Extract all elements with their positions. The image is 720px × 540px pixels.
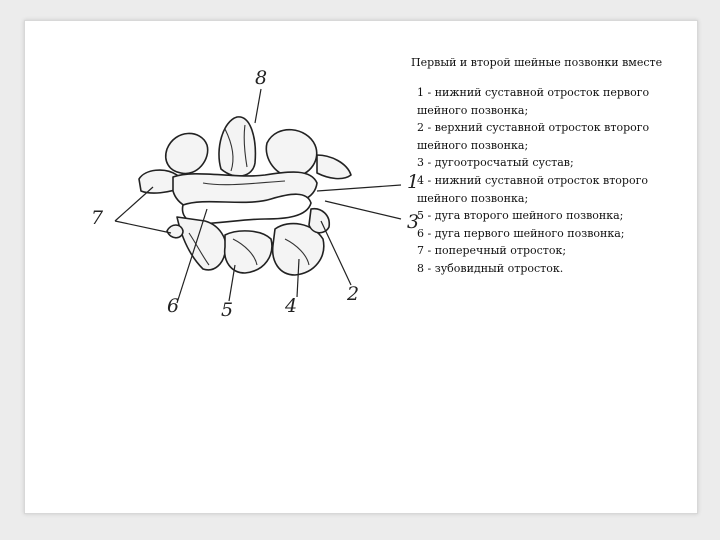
atlas-right-lobe	[266, 130, 316, 177]
legend-item-6: 6 - дуга первого шейного позвонка;	[417, 226, 625, 240]
legend-item-5: 5 - дуга второго шейного позвонка;	[417, 209, 624, 223]
legend-item-4: 4 - нижний суставной отросток второго шейного позвонка;	[417, 173, 648, 205]
axis-superior-articular	[309, 209, 329, 233]
label-2: 2	[347, 283, 360, 305]
dens-shape	[219, 117, 255, 176]
legend-list	[417, 84, 697, 278]
axis-arch	[225, 231, 272, 273]
right-transverse-process	[317, 155, 351, 179]
label-5: 5	[221, 299, 234, 321]
label-7: 7	[91, 207, 104, 229]
label-6: 6	[167, 295, 180, 317]
figure-title: Первый и второй шейные позвонки вместе	[411, 56, 663, 69]
vertebrae-illustration	[85, 59, 425, 329]
label-1: 1	[407, 171, 420, 193]
legend-item-2: 2 - верхний суставной отросток второго шейного позвонка;	[417, 121, 650, 152]
legend-item-1: 1 - нижний суставной отросток первого шейного позвонка;	[417, 86, 650, 117]
label-8: 8	[255, 67, 268, 89]
transverse-tip	[167, 225, 183, 238]
legend-item-7: 7 - поперечный отросток;	[417, 244, 567, 258]
label-3: 3	[407, 211, 420, 233]
label-4: 4	[285, 295, 298, 317]
slide	[24, 20, 698, 514]
legend-item-8: 8 - зубовидный отросток.	[417, 261, 564, 275]
atlas-left-lobe	[166, 133, 208, 173]
legend-item-3: 3 - дугоотросчатый сустав;	[417, 156, 574, 170]
vertebrae-drawing	[85, 59, 425, 329]
